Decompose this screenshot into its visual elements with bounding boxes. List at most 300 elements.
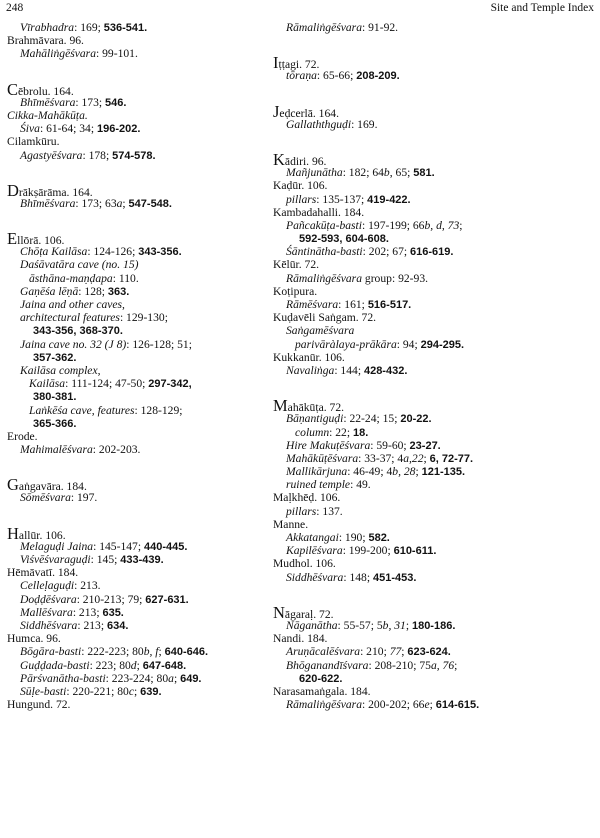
index-entry [273,659,553,672]
index-entry [273,364,553,377]
entry-text: llōrā. 106. [17,234,65,248]
entry-text: : 145-147; [93,539,144,553]
index-entry [273,245,553,258]
plate-reference: 428-432. [363,364,408,377]
index-entry [273,412,553,425]
plate-reference: 297-342, [148,378,192,391]
entry-text: : 213. [74,579,101,593]
index-entry [7,390,287,403]
italic-term: Siddhēśvara [20,618,78,632]
section-gap [7,210,287,232]
plate-reference: 516-517. [367,299,412,311]
index-entry [7,632,287,645]
italic-term: Chōṭa Kailāsa [20,245,88,259]
entry-text: ahākūṭa. 72. [287,401,345,415]
entry-text: : 223; 80 [89,658,131,672]
index-letter-heading [7,79,287,99]
plate-reference: 196-202. [96,123,141,136]
entry-text: : 55-57; 5 [337,618,383,632]
entry-text: ēbrolu. 164. [18,84,74,98]
index-entry [7,404,287,417]
plate-reference: 18. [352,426,369,439]
entry-text: Maḷkhēḍ. 106. [273,491,341,505]
section-gap [273,377,553,399]
entry-text: āgaraḷ. 72. [284,607,334,621]
plate-reference: 574-578. [112,149,156,162]
entry-text: Mudhol. 106. [273,557,336,571]
plate-reference: 647-648. [142,659,187,672]
index-column-right [273,21,553,711]
section-gap [273,34,553,56]
index-entry [7,324,287,337]
italic-term: a [168,671,174,685]
plate-reference: 440-445. [143,540,188,553]
plate-reference: 582. [368,532,390,544]
index-entry [7,47,287,60]
index-entry [273,531,553,544]
entry-text: ; [401,645,408,659]
italic-term: Laṅkēśa cave, features [29,403,135,417]
entry-text: : 111-124; 47-50; [65,377,149,391]
entry-text: : 220-221; 80 [66,684,129,698]
running-head-title: Site and Temple Index [490,2,594,14]
entry-text: : 173; 63 [75,196,117,210]
italic-term: Rāmaliṅgēśvara [286,271,362,285]
index-entry [7,96,287,109]
italic-term: c [128,684,135,698]
italic-term: Pārśvanātha-basti [20,671,106,685]
index-entry [273,439,553,452]
entry-text: Hungund. 72. [7,698,71,712]
index-entry [7,606,287,619]
italic-term: Śāntinātha-basti [286,245,363,259]
italic-term: Mañjunātha [286,166,343,180]
italic-term: Mahimalēśvara [20,443,93,457]
index-entry [273,452,553,465]
entry-text: : 222-223; 80 [81,645,144,659]
index-letter-heading [273,53,553,73]
italic-term: Aruṇācalēśvara [286,645,361,659]
entry-text: : 169. [351,117,378,131]
drop-initial: D [7,180,19,200]
entry-text: ; [134,684,141,698]
plate-reference: 620-622. [299,672,343,685]
index-entry [7,122,287,135]
italic-term: column [295,425,330,439]
plate-reference: 581. [413,167,435,180]
plate-reference: 640-646. [164,646,209,659]
index-letter-heading [7,523,287,543]
italic-term: Melaguḍi Jaina [20,539,94,553]
italic-term: Celleḷaguḍi [20,579,75,593]
entry-text: : 65-66; [316,69,357,83]
index-entry [7,109,287,122]
index-entry [7,553,287,566]
plate-reference: 208-209. [356,70,400,83]
plate-reference: 419-422. [367,193,411,206]
italic-term: pillars [286,504,317,518]
entry-text: aṅgavāra. 184. [18,480,87,494]
italic-term: a, 76 [430,658,455,672]
italic-term: Navaliṅga [286,363,335,377]
entry-text: ; [158,645,165,659]
italic-term: Mallēśvara [20,605,73,619]
italic-term: Kailāsa [29,377,66,391]
entry-text: : 199-200; [342,544,394,558]
italic-term: āsthāna-maṇḍapa [29,271,113,285]
italic-term: Rāmēśvara [286,298,339,311]
entry-text: Narasamaṅgala. 184. [273,684,371,698]
italic-term: b, 28 [392,465,416,479]
plate-reference: 616-619. [410,246,454,259]
entry-text: : 144; [334,363,364,377]
index-letter-heading [7,475,287,495]
page-number: 248 [6,2,24,14]
section-gap [7,456,287,478]
entry-text: Koṭipura. [273,284,318,298]
index-column-left [7,21,287,711]
italic-term: Rāmaliṅgēśvara [286,698,362,712]
entry-text: : 145; [90,553,121,566]
index-entry [7,135,287,148]
plate-reference: 627-631. [145,593,189,606]
italic-term: Mahāliṅgēśvara [20,47,96,61]
entry-text: Kambadahalli. 184. [273,205,365,219]
entry-text: : 126-128; 51; [126,337,192,351]
entry-text: ; [415,465,422,479]
plate-reference: 433-439. [120,554,164,566]
drop-initial: G [7,475,19,495]
index-entry [273,557,553,570]
index-entry [273,69,553,82]
index-entry [273,672,553,685]
entry-text: : 94; [396,337,421,351]
plate-reference: 20-22. [400,413,432,426]
entry-text: ; [454,658,458,672]
index-entry [273,571,553,584]
entry-text: : 208-210; 75 [368,658,431,672]
section-gap [7,61,287,83]
entry-text: : 124-126; [87,245,139,259]
index-entry [7,377,287,390]
italic-term: 77 [389,645,402,659]
entry-text: ; [173,671,181,685]
plate-reference: 380-381. [33,391,77,404]
index-entry [273,491,553,504]
index-entry [7,685,287,698]
entry-text: ; [136,658,143,672]
italic-term: Bhōganandīśvara [286,658,369,672]
plate-reference: 610-611. [393,545,437,558]
entry-text: : 197-199; 66 [362,218,425,232]
italic-term: Saṅgamēśvara [286,324,355,338]
entry-text: : 128; [78,284,108,298]
entry-text: Kukkanūr. 106. [273,350,345,364]
index-entry [273,619,553,632]
section-gap [273,131,553,153]
index-entry [7,417,287,430]
plate-reference: 592-593, 604-608. [299,233,389,246]
entry-text: Erode. [7,429,38,443]
entry-text: : 137. [316,504,343,518]
entry-text: Cilamkūru. [7,135,60,149]
italic-term: b, 31 [382,618,406,632]
italic-term: tōraṇa [286,69,317,83]
drop-initial: H [7,523,19,543]
index-entry [7,285,287,298]
italic-term: Bhīmēśvara [20,95,76,109]
entry-text: Brahmāvara. 96. [7,34,84,48]
entry-text: : 110. [112,271,139,285]
italic-term: Gaṇēśa lēṇā [20,284,79,298]
section-gap [7,162,287,184]
entry-text: : 182; 64 [342,166,384,180]
index-entry [273,478,553,491]
plate-reference: 365-366. [33,417,77,430]
index-entry [7,364,287,377]
entry-text: , 65; [389,166,414,180]
drop-initial: M [273,396,288,416]
plate-reference: 6, 72-77. [429,452,474,465]
section-gap [273,83,553,105]
italic-term: Kapilēśvara [286,544,343,558]
plate-reference: 546. [105,96,127,109]
entry-text: Kēlūr. 72. [273,258,320,272]
index-entry [273,298,553,311]
italic-term: Bhīmēśvara [20,196,76,210]
index-entry [7,698,287,711]
plate-reference: 363. [107,285,130,298]
entry-text: : 91-92. [362,21,399,34]
index-entry [7,258,287,271]
italic-term: Guḍḍada-basti [20,658,90,672]
entry-text: : 223-224; 80 [105,671,169,685]
italic-term: Jaina and other caves, [20,298,125,311]
entry-text: : 61-64; 34; [39,122,97,136]
italic-term: Pañcakūṭa-basti [286,218,362,232]
plate-reference: 180-186. [411,619,456,632]
italic-term: e [424,698,430,712]
index-entry [273,698,553,711]
italic-term: parivāràlaya-prākāra [295,337,397,351]
entry-text: : 49. [350,478,371,492]
plate-reference: 294-295. [420,338,465,351]
index-entry [273,338,553,351]
index-entry [273,426,553,439]
italic-term: Nāganātha [286,618,338,632]
index-entry [273,311,553,324]
index-entry [7,149,287,162]
entry-text: : 210-213; 79; [76,592,146,606]
italic-term: Mallikārjuna [286,465,348,479]
entry-text: : 169; [74,21,104,34]
index-entry [273,465,553,478]
entry-text: Manne. [273,517,309,531]
index-letter-heading [7,229,287,249]
index-entry [273,219,553,232]
italic-term: Bōgāra-basti [20,645,82,659]
drop-initial: J [273,101,280,121]
entry-text: : 59-60; [370,438,410,452]
index-letter-heading [273,396,553,416]
entry-text: : 99-101. [96,47,138,61]
entry-text: ṭṭagi. 72. [278,58,320,72]
entry-text: : 197. [70,491,98,505]
index-entry [7,338,287,351]
index-entry [273,645,553,658]
plate-reference: 634. [106,619,129,632]
index-entry [7,593,287,606]
plate-reference: 121-135. [421,466,466,479]
italic-term: Doḍḍēśvara [20,592,77,606]
section-gap [273,584,553,606]
entry-text: : 178; [82,148,113,162]
index-entry [273,166,553,179]
index-letter-heading [273,101,553,121]
entry-text: ādiri. 96. [284,154,327,168]
entry-text: ; [122,196,129,210]
index-entry [7,491,287,504]
index-entry [7,672,287,685]
index-entry [7,245,287,258]
italic-term: Hire Makuṭēśvara [286,438,371,452]
index-entry [7,645,287,658]
plate-reference: 343-356. [138,246,182,259]
entry-text: ; [459,218,463,232]
entry-text: : 22; [329,425,353,439]
plate-reference: 343-356, 368-370. [33,325,123,338]
index-entry [7,619,287,632]
index-entry [7,34,287,47]
index-entry [273,505,553,518]
italic-term: d [130,658,137,672]
index-entry [7,659,287,672]
plate-reference: 649. [180,672,202,685]
entry-text: : 22-24; 15; [343,412,401,426]
italic-term: architectural features [20,311,120,325]
entry-text: : 190; [338,531,369,544]
index-entry [7,311,287,324]
italic-term: Akkatangai [286,531,339,544]
entry-text: Hēmāvatī. 184. [7,566,79,580]
italic-term: Agastyēśvara [20,148,83,162]
plate-reference: 357-362. [33,351,77,364]
index-entry [273,232,553,245]
drop-initial: K [273,149,285,169]
italic-term: a,22 [403,451,424,465]
italic-term: Sūḷe-basti [20,684,67,698]
index-letter-heading [7,180,287,200]
index-entry [273,632,553,645]
drop-initial: I [273,53,279,73]
index-entry [273,21,553,34]
entry-text: : 213; [77,618,107,632]
index-entry [273,518,553,531]
italic-term: Cikka-Mahākūṭa. [7,108,88,122]
italic-term: pillars [286,192,317,206]
entry-text: : 213; [72,605,103,619]
index-entry [273,258,553,271]
plate-reference: 23-27. [409,439,441,452]
entry-text: : 135-137; [316,192,368,206]
index-entry [7,351,287,364]
plate-reference: 639. [140,685,162,698]
entry-text: group: 92-93. [362,271,429,285]
italic-term: Siddhēśvara [286,570,344,584]
entry-text: : 173; [75,95,106,109]
entry-text: ; [405,618,412,632]
index-entry [273,685,553,698]
entry-text: : 210; [360,645,390,659]
entry-text: : 128-129; [134,403,183,417]
entry-text: Humca. 96. [7,632,61,646]
index-entry [7,540,287,553]
entry-text: : 148; [343,570,373,584]
entry-text: eḍcerlā. 164. [279,106,339,120]
index-entry [273,272,553,285]
italic-term: b, f [143,645,159,659]
index-entry [7,21,287,34]
entry-text: : 46-49; 4 [347,465,393,479]
italic-term: b, d, 73 [424,218,460,232]
index-entry [7,579,287,592]
plate-reference: 623-624. [407,646,451,659]
index-entry [7,430,287,443]
index-entry [7,443,287,456]
index-entry [273,285,553,298]
italic-term: Kailāsa complex, [20,363,101,377]
entry-text: : 200-202; 66 [362,698,425,712]
index-letter-heading [273,602,553,622]
italic-term: Viśvēśvaraguḍi [20,553,91,566]
index-entry [7,298,287,311]
entry-text: : 129-130; [119,311,168,325]
index-entry [273,206,553,219]
italic-term: b [383,166,390,180]
entry-text: : 33-37; 4 [358,451,404,465]
entry-text: ; [423,451,430,465]
index-entry [273,193,553,206]
entry-text: rākṣārāma. 164. [18,185,93,199]
entry-text: Kaḍūr. 106. [273,179,328,193]
index-letter-heading [273,149,553,169]
running-header [4,2,596,16]
italic-term: Jaina cave no. 32 (J 8) [20,337,127,351]
plate-reference: 451-453. [372,571,417,584]
entry-text: Kuḍavēli Saṅgam. 72. [273,311,377,325]
italic-term: Rāmaliṅgēśvara [286,21,362,34]
italic-term: Gallaththguḍi [286,117,352,131]
index-entry [273,118,553,131]
index-entry [273,351,553,364]
plate-reference: 635. [102,606,124,619]
italic-term: Vīrabhadra [20,21,75,34]
italic-term: Daśāvatāra cave (no. 15) [20,258,139,272]
index-entry [7,272,287,285]
entry-text: : 161; [338,298,368,311]
italic-term: a [116,196,123,210]
italic-term: ruined temple [286,478,351,492]
index-entry [273,179,553,192]
entry-text: allūr. 106. [18,528,66,542]
index-entry [273,324,553,337]
entry-text: ; [429,698,436,712]
italic-term: Śiva [20,122,40,136]
drop-initial: N [273,602,285,622]
index-entry [273,544,553,557]
entry-text: : 202; 67; [362,245,410,259]
index-entry [7,197,287,210]
